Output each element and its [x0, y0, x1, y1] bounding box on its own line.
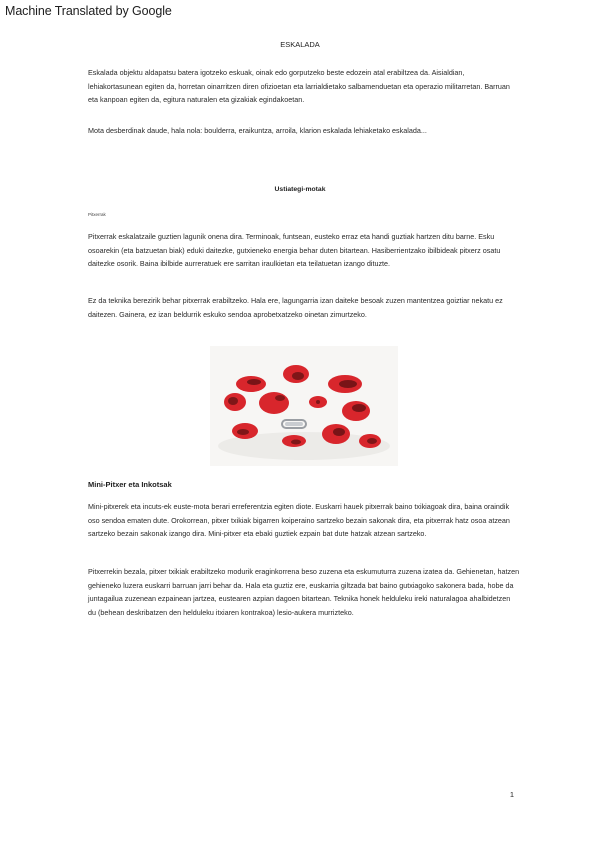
- climbing-hold-5: [259, 392, 289, 414]
- climbing-hold-4: [224, 393, 246, 411]
- machine-translation-banner: Machine Translated by Google: [5, 4, 172, 18]
- climbing-hold-7: [342, 401, 370, 421]
- climbing-hold-9: [282, 435, 306, 447]
- intro-paragraph-1: Eskalada objektu aldapatsu batera igotzeko eskuak, oinak edo gorputzeko beste edozein atal erabiltzea da. Aisialdian, lehiakortasunean egiten da, horretan oinarritzen diren ofizioetan eta larrialdietako salbamenduetan eta operazio militarretan. Barruan eta kanpoan egiten da, egitura naturalen eta gizakiak egindakoetan.: [88, 68, 510, 105]
- document-title: ESKALADA: [280, 40, 320, 49]
- section-paragraph-2: Ez da teknika berezirik behar pitxerrak erabiltzeko. Hala ere, lagungarria izan daiteke besoak zuzen mantentzea goiztiar nekatu ez daitezen. Gainera, ez izan beldurrik eskuko sendoa aprobetxatzeko oinetan zimurtzeko.: [88, 296, 503, 319]
- subsection-paragraph-1: Mini-pitxerek eta incuts-ek euste-mota berari erreferentzia egiten diote. Euskarri hauek pitxerrak baino txikiagoak dira, baina oraindik oso sendoa ematen dute. Orokorrean, pitxer txikiak bigarren koiperaino sartzeko bezain sakonak dira, eta pitxerrak hatz osoa atzean sartzeko bezain sakonak izango dira. Mini-pitxer eta ebaki guztiek ezpain bat dute hatzak atzean sartzeko.: [88, 502, 510, 539]
- climbing-holds-photo: [210, 346, 398, 466]
- section-small-heading: Pitxerrak: [88, 212, 106, 217]
- section-paragraph-1: Pitxerrak eskalatzaile guztien lagunik onena dira. Terminoak, funtsean, eusteko erraz eta handi guztiak hartzen ditu barne. Esku osoarekin (eta batzuetan biak) eduki daitezke, gutxieneko energia behar duten bitartean. Hasiberrientzako ibilbideak pitxerz osatu daitezke osorik. Baina ibilbide aurreratuek ere sarritan iraulkietan eta teilatuetan izango dituzte.: [88, 232, 501, 269]
- climbing-hold-8: [232, 423, 258, 439]
- climbing-hold-6: [309, 396, 327, 408]
- climbing-hold-11: [359, 434, 381, 448]
- climbing-hold-10: [322, 424, 350, 444]
- subsection-title: Mini-Pitxer eta Inkotsak: [88, 480, 172, 489]
- page-number: 1: [509, 790, 514, 799]
- climbing-hold-3: [328, 375, 362, 393]
- intro-paragraph-2: Mota desberdinak daude, hala nola: boulderra, eraikuntza, arroila, klarion eskalada lehiaketako eskalada...: [88, 126, 427, 135]
- subsection-paragraph-2: Pitxerrekin bezala, pitxer txikiak erabiltzeko modurik eraginkorrena beso zuzena eta eskumuturra zuzena izatea da. Gehienetan, hatzen gehieneko luzera euskarri barruan jarri behar da. Hala eta guztiz ere, euskarria giltzada bat baino gutxiagoko sakonera bada, hobe da juntagailua zuzenean ezpainean jartzea, eustearen azpian dagoen bitartean. Teknika honek helduleku ireki naturalagoa ahalbidetzen du (behean deskribatzen den helduleku itxiaren kontrakoa) lesio-aukera murrizteko.: [88, 567, 520, 617]
- climbing-hold-1: [236, 376, 266, 392]
- section-title: Ustiategi-motak: [274, 186, 326, 193]
- climbing-hold-2: [283, 365, 309, 383]
